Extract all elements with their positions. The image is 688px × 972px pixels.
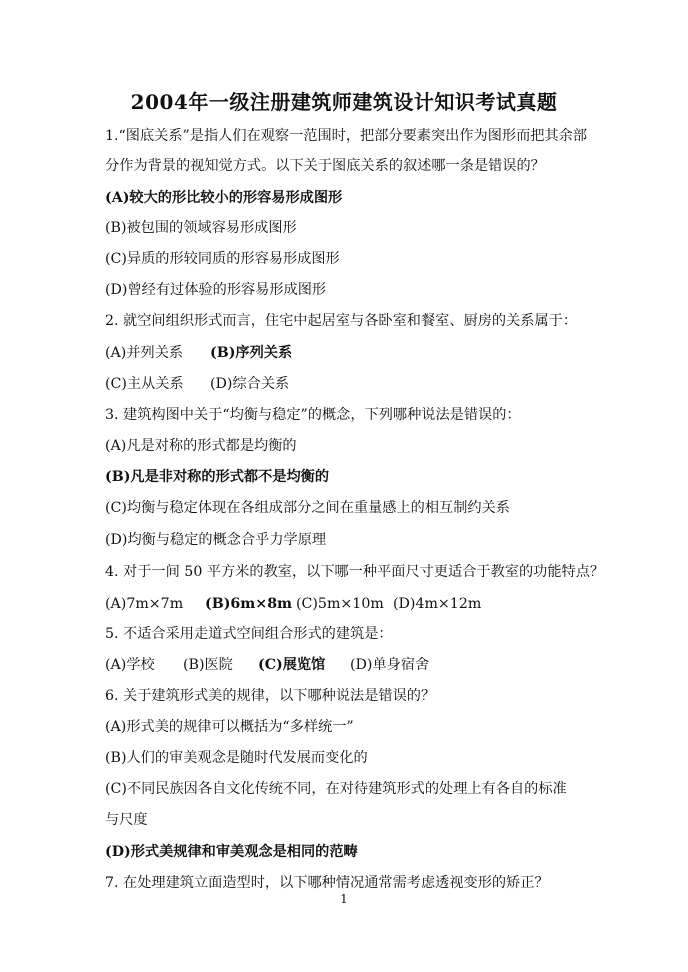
question-6-option-c: (C)不同民族因各自文化传统不同，在对待建筑形式的处理上有各自的标准	[105, 781, 567, 797]
question-3-option-c: (C)均衡与稳定体现在各组成部分之间在重量感上的相互制约关系	[105, 500, 510, 516]
question-6-option-a: (A)形式美的规律可以概括为“多样统一”	[105, 719, 354, 735]
question-1-option-c: (C)异质的形较同质的形容易形成图形	[105, 251, 340, 267]
question-1-option-b: (B)被包围的领域容易形成图形	[105, 220, 297, 236]
question-6-option-b: (B)人们的审美观念是随时代发展而变化的	[105, 750, 368, 766]
question-4-option-b: (B)6m×8m	[205, 596, 293, 612]
question-5-option-a: (A)学校	[105, 657, 155, 673]
question-5-option-b: (B)医院	[183, 657, 233, 673]
question-1-option-a: (A)较大的形比较小的形容易形成图形	[105, 190, 343, 206]
question-4-option-d: (D)4m×12m	[393, 596, 482, 612]
question-7-text: 7. 在处理建筑立面造型时，以下哪种情况通常需考虑透视变形的矫正？	[105, 875, 549, 891]
question-1-option-d: (D)曾经有过体验的形容易形成图形	[105, 282, 327, 298]
page-number: 1	[340, 892, 348, 906]
question-3-option-d: (D)均衡与稳定的概念合乎力学原理	[105, 532, 327, 548]
question-2-option-c: (C)主从关系	[105, 376, 184, 392]
question-5-text: 5. 不适合采用走道式空间组合形式的建筑是：	[105, 626, 393, 642]
question-4-option-a: (A)7m×7m	[105, 596, 184, 612]
question-6-option-d: (D)形式美规律和审美观念是相同的范畴	[105, 844, 358, 860]
question-6-text: 6. 关于建筑形式美的规律，以下哪种说法是错误的？	[105, 688, 436, 704]
question-2-option-a: (A)并列关系	[105, 345, 184, 361]
question-2-option-d: (D)综合关系	[210, 376, 290, 392]
question-3-option-a: (A)凡是对称的形式都是均衡的	[105, 438, 297, 454]
question-6-option-c-cont: 与尺度	[105, 812, 148, 828]
question-5-option-c: (C)展览馆	[258, 657, 326, 673]
question-3-option-b: (B)凡是非对称的形式都不是均衡的	[105, 469, 330, 485]
question-2-option-b: (B)序列关系	[210, 345, 293, 361]
question-2-text: 2. 就空间组织形式而言，住宅中起居室与各卧室和餐室、厨房的关系属于：	[105, 313, 578, 329]
question-1-text: 1.“图底关系”是指人们在观察一范围时，把部分要素突出作为图形而把其余部	[105, 128, 588, 144]
question-4-option-c: (C)5m×10m	[296, 596, 384, 612]
question-1-text-cont: 分作为背景的视知觉方式。以下关于图底关系的叙述哪一条是错误的？	[105, 158, 545, 174]
question-3-text: 3. 建筑构图中关于“均衡与稳定”的概念，下列哪种说法是错误的：	[105, 407, 521, 423]
question-5-option-d: (D)单身宿舍	[350, 657, 430, 673]
question-4-text: 4. 对于一间 50 平方米的教室，以下哪一种平面尺寸更适合于教室的功能特点？	[105, 564, 605, 580]
document-title: 2004年一级注册建筑师建筑设计知识考试真题	[130, 90, 558, 114]
